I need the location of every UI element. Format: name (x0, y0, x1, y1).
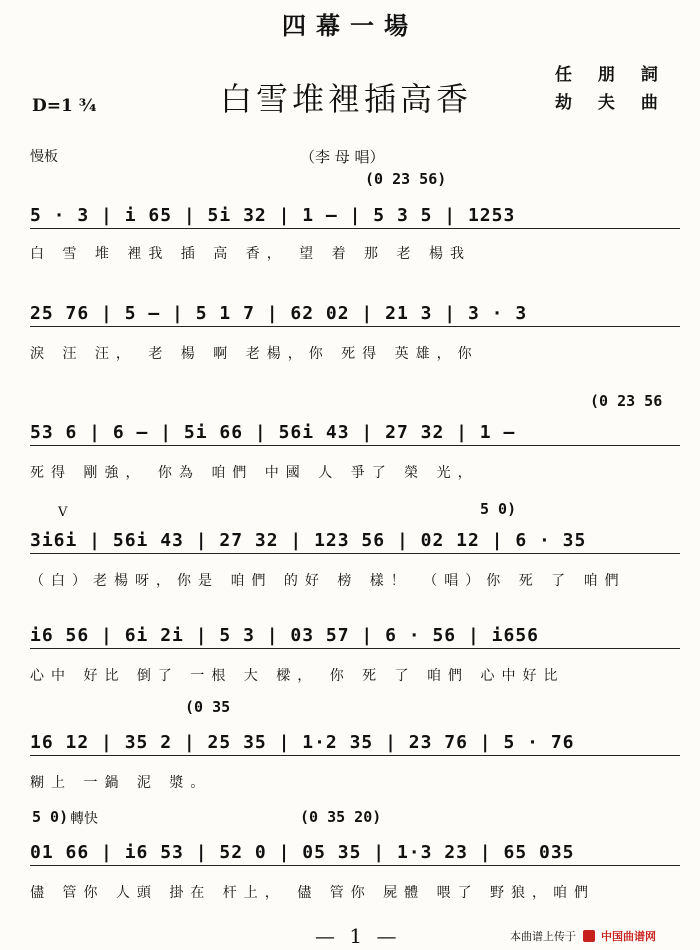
site-logo-icon (583, 930, 595, 942)
notation-system-2: 25 76 | 5 — | 5 1 7 | 62 02 | 21 3 | 3 · 3 (30, 303, 680, 327)
notation-system-5: i6 56 | 6i 2i | 5 3 | 03 57 | 6 · 56 | i656 (30, 625, 680, 649)
lyrics-line-6: 糊上 一鍋 泥 漿。 (30, 775, 212, 791)
intro-mark: (0 23 56 (590, 392, 663, 410)
composer-credit: 劫 夫 曲 (555, 93, 668, 113)
lyrics-line-7: 儘 管你 人頭 掛在 杆上， 儘 管你 屍體 喂了 野狼，咱們 (30, 885, 596, 901)
footer-brand-link[interactable]: 中国曲谱网 (601, 930, 656, 943)
intro-mark: 5 0) (32, 808, 69, 826)
lyricist-credit: 任 朋 詞 (555, 65, 668, 85)
notation-system-6: 16 12 | 35 2 | 25 35 | 1·2 35 | 23 76 | 5 · 76 (30, 732, 680, 756)
lyrics-line-3: 死得 剛強， 你為 咱們 中國 人 爭了 榮 光， (30, 465, 479, 481)
intro-mark: (0 35 20) (300, 808, 382, 826)
lyrics-line-2: 淚 汪 汪， 老 楊 啊 老楊，你 死得 英雄，你 (30, 346, 479, 362)
page-number: — 1 — (315, 924, 401, 948)
song-title: 白雪堆裡插高香 (220, 80, 473, 118)
notation-system-4: 3i6i | 56i 43 | 27 32 | 123 56 | 02 12 | 6 · 35 (30, 530, 680, 554)
intro-mark: (0 23 56) (365, 170, 447, 188)
intro-mark: (0 35 (185, 698, 231, 716)
intro-mark: 5 0) (480, 500, 517, 518)
act-heading: 四幕一場 (282, 11, 418, 40)
upload-footer (510, 928, 656, 944)
lyrics-line-1: 白 雪 堆 裡我 插 高 香， 望 着 那 老 楊我 (30, 246, 471, 262)
tempo-marking: 慢板 (30, 149, 58, 165)
notation-system-7: 01 66 | i6 53 | 52 0 | 05 35 | 1·3 23 | 65 035 (30, 842, 680, 866)
notation-system-1: 5 · 3 | i 65 | 5i 32 | 1 — | 5 3 5 | 1253 (30, 205, 680, 229)
breath-mark: V (58, 505, 68, 520)
singer-label: （李 母 唱） (300, 148, 385, 166)
lyrics-line-5: 心中 好比 倒了 一根 大 樑， 你 死 了 咱們 心中好比 (30, 668, 565, 684)
lyrics-line-4: （白）老楊呀，你是 咱們 的好 榜 樣！ （唱）你 死 了 咱們 (30, 573, 626, 589)
tempo-change-marking: 轉快 (70, 811, 98, 827)
footer-text: 本曲谱上传于 (510, 930, 576, 943)
notation-system-3: 53 6 | 6 — | 5i 66 | 56i 43 | 27 32 | 1 — (30, 422, 680, 446)
key-signature: D=1 ¾ (32, 96, 97, 116)
